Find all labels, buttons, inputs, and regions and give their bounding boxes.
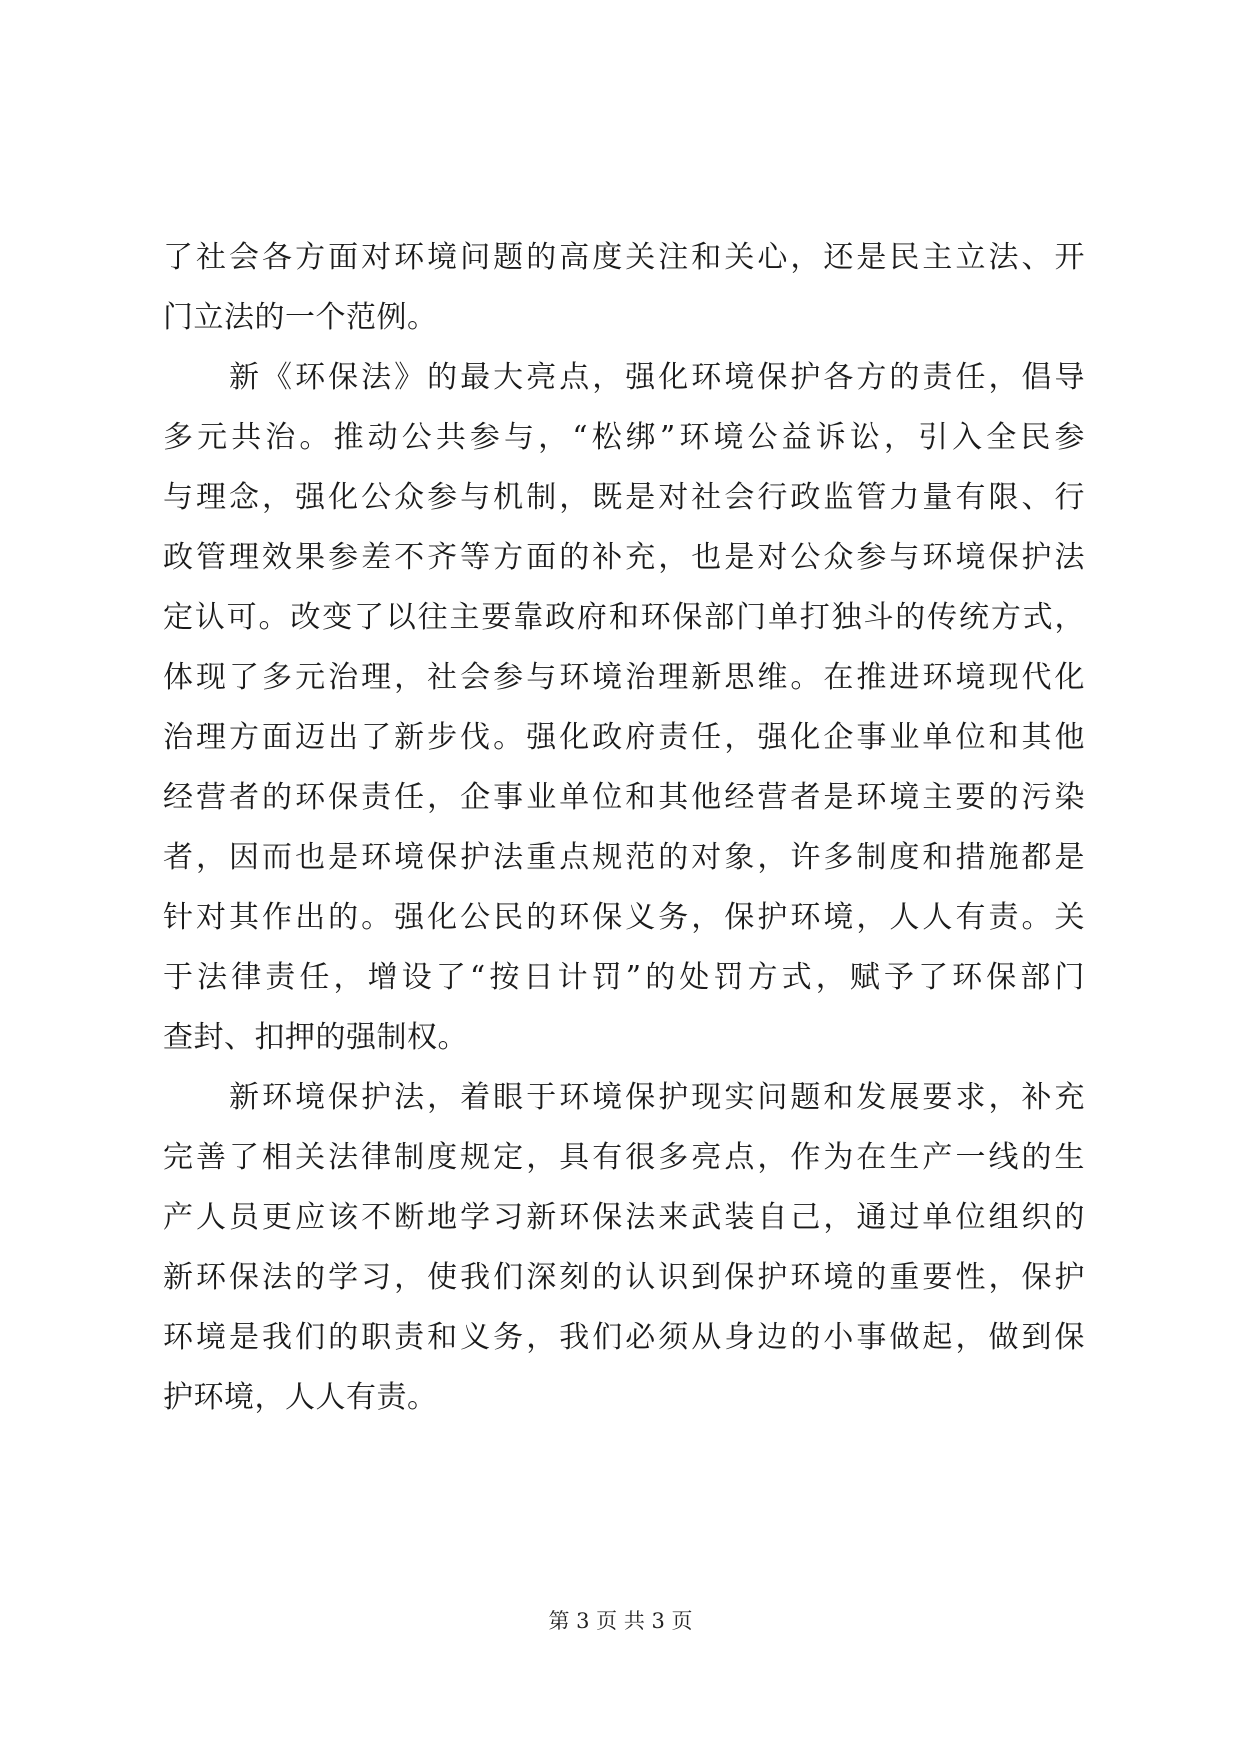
text-line: 环境是我们的职责和义务，我们必须从身边的小事做起，做到保	[163, 1320, 1085, 1355]
text-line: 了社会各方面对环境问题的高度关注和关心，还是民主立法、开	[163, 240, 1085, 275]
text-line: 针对其作出的。强化公民的环保义务，保护环境，人人有责。关	[163, 900, 1085, 935]
page-footer: 第 3 页 共 3 页	[548, 1609, 693, 1633]
text-line: 新环保法的学习，使我们深刻的认识到保护环境的重要性，保护	[163, 1260, 1085, 1295]
text-line: 经营者的环保责任，企事业单位和其他经营者是环境主要的污染	[163, 780, 1085, 815]
text-line: 产人员更应该不断地学习新环保法来武装自己，通过单位组织的	[163, 1200, 1085, 1235]
text-line: 于法律责任，增设了“按日计罚”的处罚方式，赋予了环保部门	[163, 960, 1085, 995]
text-line: 完善了相关法律制度规定，具有很多亮点，作为在生产一线的生	[163, 1140, 1085, 1175]
text-line: 新环境保护法，着眼于环境保护现实问题和发展要求，补充	[163, 1080, 1085, 1115]
text-line: 新《环保法》的最大亮点，强化环境保护各方的责任，倡导	[163, 360, 1085, 395]
text-line: 门立法的一个范例。	[163, 300, 438, 335]
text-line: 查封、扣押的强制权。	[163, 1020, 468, 1055]
text-line: 政管理效果参差不齐等方面的补充，也是对公众参与环境保护法	[163, 540, 1085, 575]
text-line: 与理念，强化公众参与机制，既是对社会行政监管力量有限、行	[163, 480, 1085, 515]
text-line: 治理方面迈出了新步伐。强化政府责任，强化企事业单位和其他	[163, 720, 1085, 755]
text-line: 多元共治。推动公共参与，“松绑”环境公益诉讼，引入全民参	[163, 420, 1085, 455]
text-line: 定认可。改变了以往主要靠政府和环保部门单打独斗的传统方式，	[163, 600, 1085, 635]
text-line: 护环境，人人有责。	[163, 1380, 438, 1415]
text-line: 体现了多元治理，社会参与环境治理新思维。在推进环境现代化	[163, 660, 1085, 695]
text-line: 者，因而也是环境保护法重点规范的对象，许多制度和措施都是	[163, 840, 1085, 875]
document-body	[163, 228, 1085, 1428]
